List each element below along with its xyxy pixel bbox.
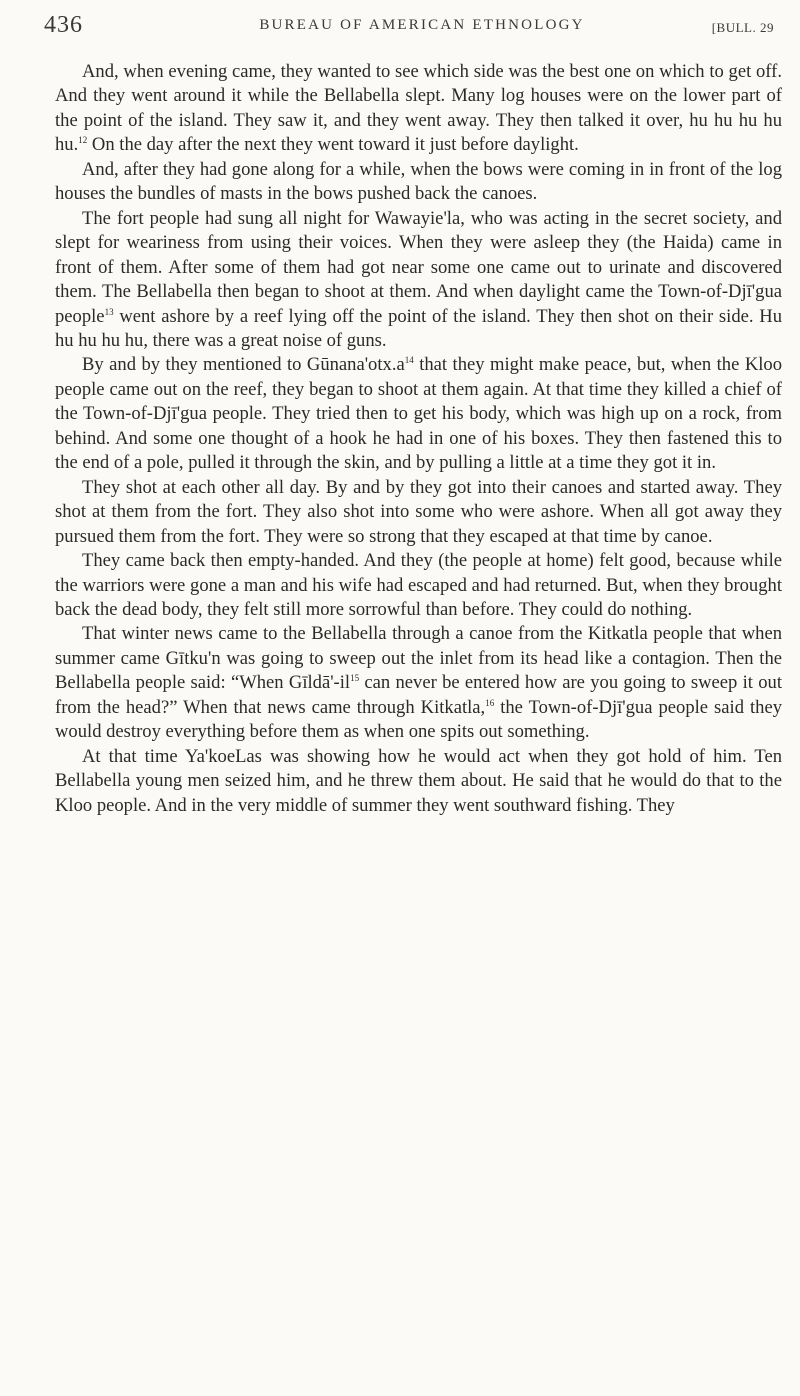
page-number: 436 (44, 12, 83, 38)
paragraph (55, 353, 782, 475)
paragraph (55, 622, 782, 744)
paragraph-text: can never be entered how are you going to sweep it out from the head?” When that news came through Kitkatla, (55, 672, 782, 718)
paragraph-text: went ashore by a reef lying off the point of the island. They then shot on their side. Hu hu hu hu hu, there was a great noise of guns. (55, 305, 782, 351)
paragraph (55, 549, 782, 622)
running-title: BUREAU OF AMERICAN ETHNOLOGY (259, 17, 585, 33)
paragraph-text: That winter news came to the Bellabella through a canoe from the Kitkatla people that when summer came Gītku'n was going to sweep out the inlet from its head like a contagion. Then the Bellabella people said: “When Gīldā'-il (55, 623, 782, 694)
paragraph-text: And, when evening came, they wanted to see which side was the best one on which to get off. And they went around it while the Bellabella slept. Many log houses were on the lower part of the point of the island. They saw it, and they went away. They then talked it over, hu hu hu hu hu. (55, 61, 782, 156)
body-text (55, 60, 782, 818)
paragraph-text: At that time Ya'koeLas was showing how he would act when they got hold of him. Ten Bellabella young men seized him, and he threw them about. He said that he would do that to the Kloo people. And in the very middle of summer they went southward fishing. They (55, 745, 782, 816)
paragraph-text: They shot at each other all day. By and by they got into their canoes and started away. They shot at them from the fort. They also shot into some who were ashore. When all got away they pursued them from the fort. They were so strong that they escaped at that time by canoe. (55, 476, 782, 547)
paragraph-text: that they might make peace, but, when the Kloo people came out on the reef, they began to shoot at them again. At that time they killed a chief of the Town-of-Djī'gua people. They tried then to get his body, which was high up on a rock, from behind. And some one thought of a hook he had in one of his boxes. They then fastened this to the end of a pole, pulled it through the skin, and by pulling a little at a time they got it in. (55, 354, 783, 474)
paragraph (55, 60, 782, 158)
footnote-reference: 16 (485, 697, 495, 708)
paragraph-text: On the day after the next they went toward it just before daylight. (87, 134, 579, 156)
bulletin-reference: [BULL. 29 (711, 20, 774, 35)
paragraph (55, 158, 782, 207)
footnote-reference: 15 (350, 673, 360, 684)
paragraph-text: They came back then empty-handed. And they (the people at home) felt good, because while the warriors were gone a man and his wife had escaped and had returned. But, when they brought back the dead body, they felt still more sorrowful than before. They could do nothing. (55, 550, 782, 620)
paragraph (55, 207, 782, 354)
paragraph (55, 745, 782, 818)
footnote-reference: 14 (404, 355, 414, 366)
paragraph-text: The fort people had sung all night for Wawayie'la, who was acting in the secret society, and slept for weariness from using their voices. When they were asleep they (the Haida) came in front of them. After some of them had got near some one came out to urinate and discovered them. The Bellabella then began to shoot at them. And when daylight came the Town-of-Djī'gua people (55, 207, 782, 327)
footnote-reference: 13 (104, 306, 114, 317)
paragraph (55, 476, 782, 549)
paragraph-text: And, after they had gone along for a while, when the bows were coming in in front of the log houses the bundles of masts in the bows pushed back the canoes. (55, 158, 782, 205)
paragraph-text: By and by they mentioned to Gūnana'otx.a (82, 354, 405, 376)
paragraph-text: the Town-of-Djī'gua people said they would destroy everything before them as when one spits out something. (55, 696, 782, 743)
footnote-reference: 12 (78, 135, 88, 146)
page-header (44, 12, 774, 42)
